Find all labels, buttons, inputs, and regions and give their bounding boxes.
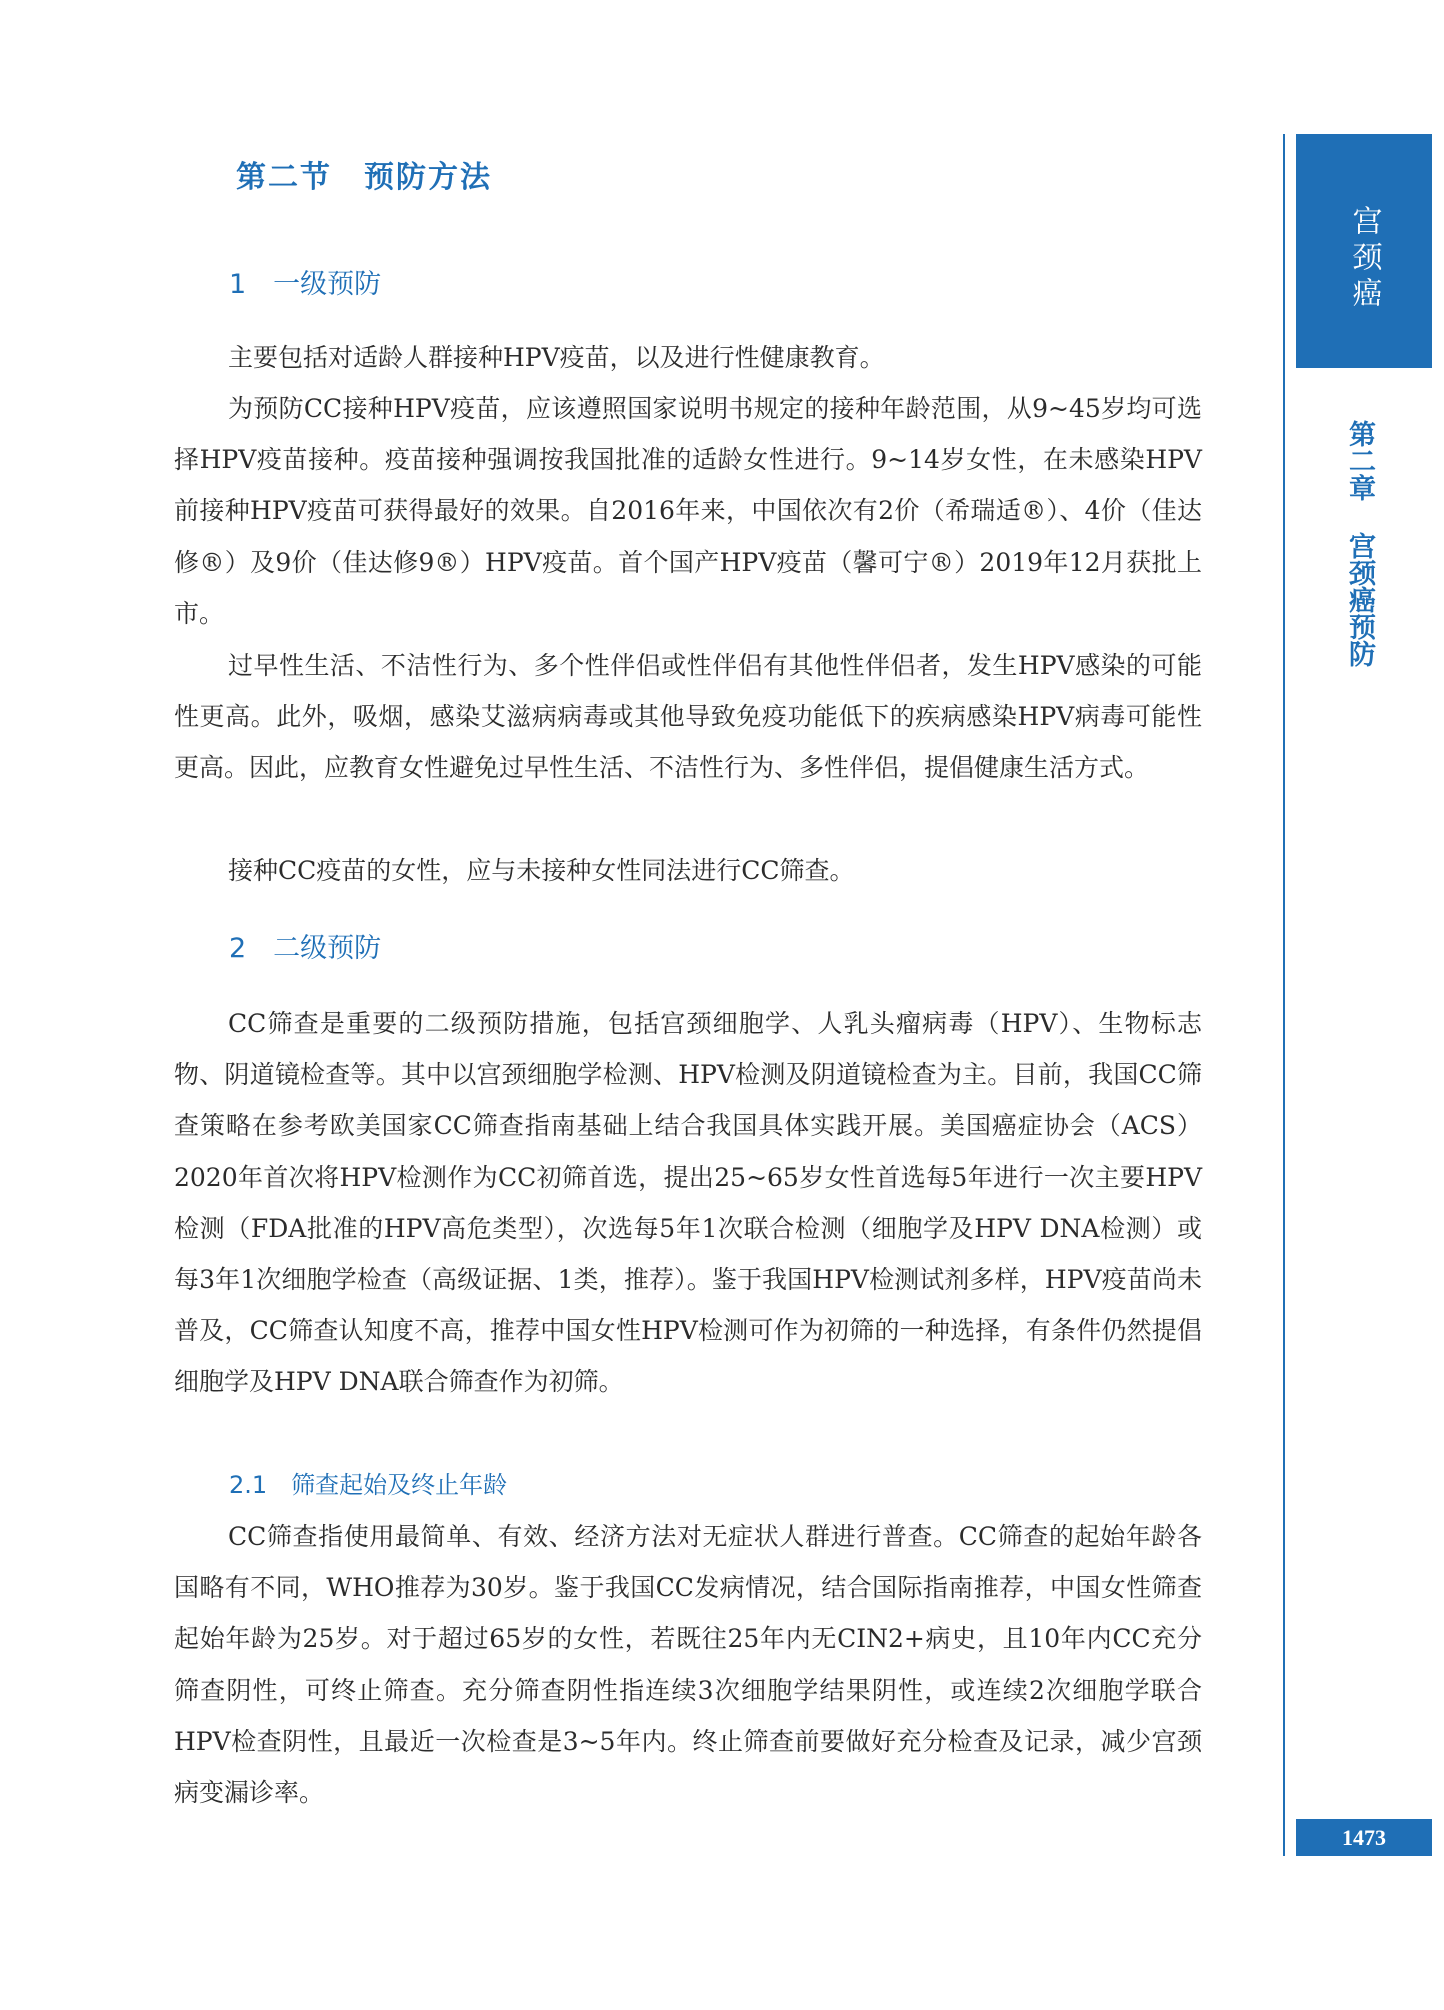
paragraph: 过早性生活、不洁性行为、多个性伴侣或性伴侣有其他性伴侣者，发生HPV感染的可能性更高。此外，吸烟，感染艾滋病病毒或其他导致免疫功能低下的疾病感染HPV病毒可能性更高。因此，应教育女性避免过早性生活、不洁性行为、多性伴侣，提倡健康生活方式。 [174, 651, 1202, 783]
section-title: 第二节 预防方法 [236, 160, 492, 195]
paragraph: 为预防CC接种HPV疫苗，应该遵照国家说明书规定的接种年龄范围，从9~45岁均可选择HPV疫苗接种。疫苗接种强调按我国批准的适龄女性进行。9~14岁女性，在未感染HPV前接种HPV疫苗可获得最好的效果。自2016年来，中国依次有2价（希瑞适®）、4价（佳达修®）及9价（佳达修9®）HPV疫苗。首个国产HPV疫苗（馨可宁®）2019年12月获批上市。 [174, 394, 1202, 628]
paragraph: CC筛查指使用最简单、有效、经济方法对无症状人群进行普查。CC筛查的起始年龄各国略有不同，WHO推荐为30岁。鉴于我国CC发病情况，结合国际指南推荐，中国女性筛查起始年龄为25岁。对于超过65岁的女性，若既往25年内无CIN2+病史，且10年内CC充分筛查阴性，可终止筛查。充分筛查阴性指连续3次细胞学结果阴性，或连续2次细胞学联合HPV检查阴性，且最近一次检查是3~5年内。终止筛查前要做好充分检查及记录，减少宫颈病变漏诊率。 [174, 1522, 1202, 1808]
paragraph: 接种CC疫苗的女性，应与未接种女性同法进行CC筛查。 [228, 856, 855, 885]
chapter-tab-label: 宫颈癌 [1346, 205, 1382, 313]
chapter-running-title: 第二章 宫颈癌预防 [1344, 420, 1375, 667]
paragraph: CC筛查是重要的二级预防措施，包括宫颈细胞学、人乳头瘤病毒（HPV）、生物标志物、阴道镜检查等。其中以宫颈细胞学检测、HPV检测及阴道镜检查为主。目前，我国CC筛查策略在参考欧美国家CC筛查指南基础上结合我国具体实践开展。美国癌症协会（ACS）2020年首次将HPV检测作为CC初筛首选，提出25~65岁女性首选每5年进行一次主要HPV检测（FDA批准的HPV高危类型），次选每5年1次联合检测（细胞学及HPV DNA检测）或每3年1次细胞学检查（高级证据、1类，推荐）。鉴于我国HPV检测试剂多样，HPV疫苗尚未普及，CC筛查认知度不高，推荐中国女性HPV检测可作为初筛的一种选择，有条件仍然提倡细胞学及HPV DNA联合筛查作为初筛。 [174, 1009, 1202, 1397]
page-number: 1473 [1296, 1819, 1432, 1856]
heading-secondary-prevention: 2 二级预防 [229, 933, 382, 964]
side-rule [1283, 134, 1285, 1856]
heading-primary-prevention: 1 一级预防 [229, 269, 382, 300]
subheading-screening-age: 2.1 筛查起始及终止年龄 [229, 1471, 508, 1499]
chapter-tab [1296, 134, 1432, 368]
paragraph: 主要包括对适龄人群接种HPV疫苗，以及进行性健康教育。 [228, 343, 885, 372]
